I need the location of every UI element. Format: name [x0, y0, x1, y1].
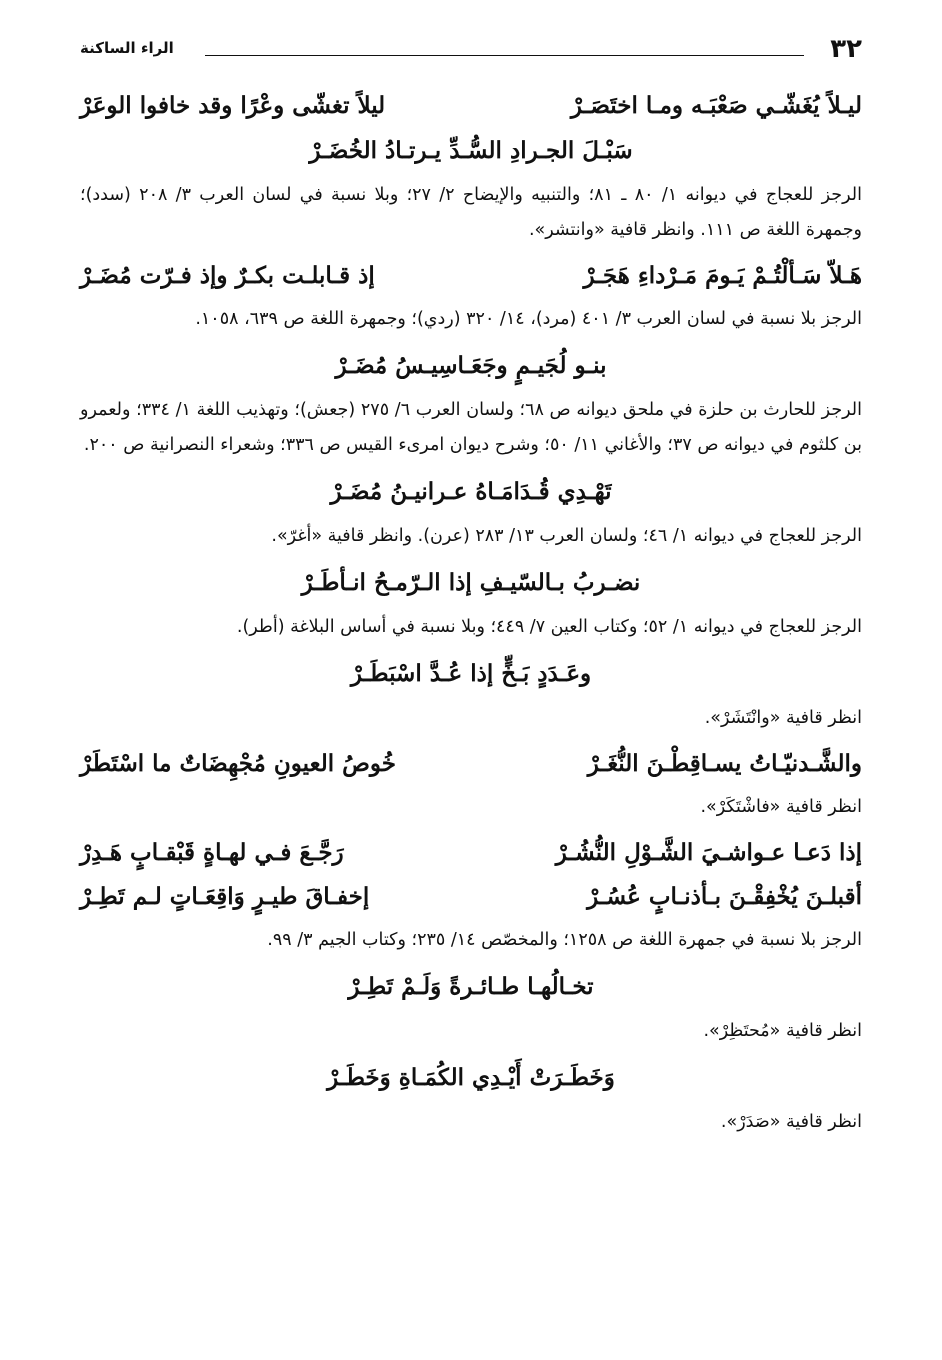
citation-note: الرجز للعجاج في ديوانه ١/ ٨٠ ـ ٨١؛ والتنبيه والإيضاح ٢/ ٢٧؛ وبلا نسبة في لسان العرب ٣/ ٢٠٨ (سدد)؛ وجمهرة اللغة ص ١١١. وانظر قافية «وانتشر».	[80, 185, 862, 240]
verse-line	[80, 831, 862, 875]
page-header	[80, 34, 862, 70]
cross-reference-note: انظر قافية «صَدَرْ».	[720, 1112, 862, 1132]
verse-second-hemistich: إذ قـابلـت بكـرٌ وإذ فـرّت مُضَـرْ	[80, 262, 375, 289]
verse-line: سَبْـلَ الجـرادِ السُّـدِّ يـرتـادُ الخُضَـرْ	[309, 137, 633, 164]
cross-reference-note: انظر قافية «وانْتَشَرْ».	[704, 708, 862, 728]
citation-note: الرجز للحارث بن حلزة في ملحق ديوانه ص ٦٨؛ ولسان العرب ٦/ ٢٧٥ (جعش)؛ وتهذيب اللغة ١/ ٣٣٤؛ ولعمرو بن كلثوم في ديوانه ص ٣٧؛ والأغاني ١١/ ٥٠؛ وشرح ديوان امرىء القيس ص ٣٣٦؛ وشعراء النصرانية ص ٢٠٠.	[80, 400, 862, 455]
verse-line: نضـربُ بـالسّيـفِ إذا الـرّمـحُ انـأطَـرْ	[301, 569, 641, 596]
verse-first-hemistich: ليـلاً يُغَشّـي صَعْبَـه ومـا اختَصَـرْ	[570, 92, 862, 119]
verse-line: بنـو لُجَيـمٍ وجَعَـاسِيـسُ مُضَـرْ	[335, 352, 607, 379]
citation-note: الرجز للعجاج في ديوانه ١/ ٤٦؛ ولسان العرب ١٣/ ٢٨٣ (عرن). وانظر قافية «أغرّ».	[271, 526, 862, 546]
verse-line: تَهْـدِي قُـدَامَـاهُ عـرانيـنُ مُضَـرْ	[330, 478, 612, 505]
verse-first-hemistich: إذا دَعـا عـواشـيَ الشَّـوْلِ النُّشُـرْ	[555, 839, 862, 866]
verse-second-hemistich: رَجَّـعَ فـي لهـاةٍ قَبْقـابٍ هَـدِرْ	[80, 839, 344, 866]
page-body	[80, 84, 862, 1146]
verse-second-hemistich: إخفـاقَ طيـرٍ وَاقِعَـاتٍ لـم تَطِـرْ	[80, 883, 370, 910]
verse-line	[80, 84, 862, 128]
verse-first-hemistich: هَـلاّ سَـألْتُـمْ يَـومَ مَـرْداءِ هَجَـرْ	[583, 262, 862, 289]
verse-line	[80, 742, 862, 786]
verse-first-hemistich: أقبلـنَ يُخْفِقْـنَ بـأذنـابٍ عُسُـرْ	[587, 883, 862, 910]
citation-note: الرجز بلا نسبة في لسان العرب ٣/ ٤٠١ (مرد)، ١٤/ ٣٢٠ (ردي)؛ وجمهرة اللغة ص ٦٣٩، ١٠٥٨.	[195, 309, 862, 329]
verse-line	[80, 254, 862, 298]
verse-first-hemistich: والشَّـدنيّـاتُ يسـاقِطْـنَ النُّغَـرْ	[587, 750, 862, 777]
verse-line: تخـالُهـا طـائـرةً وَلَـمْ تَطِـرْ	[348, 973, 594, 1000]
citation-note: الرجز بلا نسبة في جمهرة اللغة ص ١٢٥٨؛ والمخصّص ١٤/ ٢٣٥؛ وكتاب الجيم ٣/ ٩٩.	[267, 930, 862, 950]
verse-second-hemistich: خُوصُ العيونِ مُجْهِضَاتٌ ما اسْتَطَرْ	[80, 750, 397, 777]
running-title: الراء الساكنة	[80, 39, 174, 57]
verse-line: وَخَطَـرَتْ أَيْـدِي الكُمَـاةِ وَخَطَـرْ	[327, 1064, 615, 1091]
verse-line: وعَـدَدٍ بَـخٍّ إذا عُـدَّ اسْبَطَـرْ	[350, 660, 592, 687]
citation-note: الرجز للعجاج في ديوانه ١/ ٥٢؛ وكتاب العين ٧/ ٤٤٩؛ وبلا نسبة في أساس البلاغة (أطر).	[236, 617, 862, 637]
cross-reference-note: انظر قافية «فاشْتَكَرْ».	[700, 797, 862, 817]
verse-second-hemistich: ليلاً تغشّى وعْرًا وقد خافوا الوعَرْ	[80, 92, 386, 119]
header-rule	[205, 55, 804, 56]
page-number: ٣٢	[830, 34, 862, 64]
verse-line	[80, 875, 862, 919]
cross-reference-note: انظر قافية «مُحتَظِرْ».	[703, 1021, 862, 1041]
